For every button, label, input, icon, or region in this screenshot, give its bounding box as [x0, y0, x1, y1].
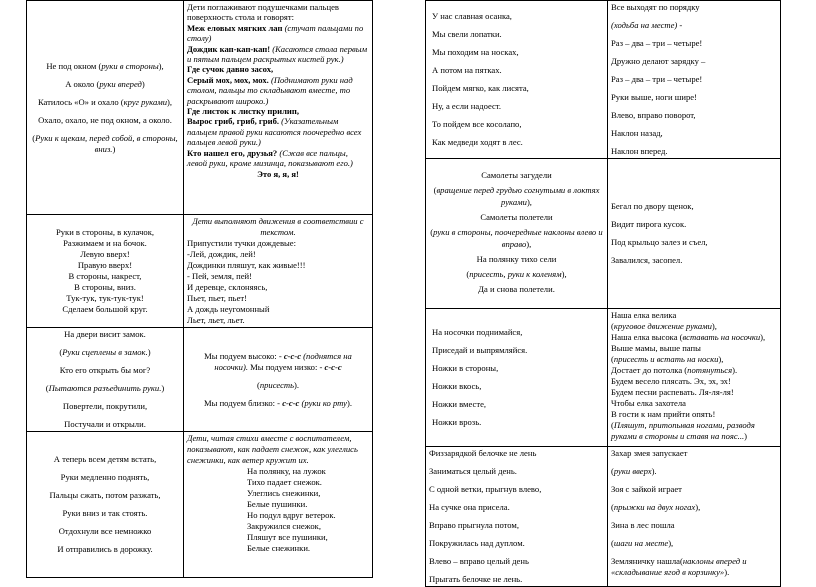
- right-row-3: [426, 309, 781, 447]
- right-row-1: [426, 1, 781, 159]
- rhyme-samolety: Самолеты загудели (вращение перед грудью согнутыми в локтях руками), Самолеты полетели (руки в стороны, поочередные наклоны влево и вправо), На полянку тихо сели (присесть, руки к коленям), Да и снова полетели.: [426, 159, 608, 309]
- left-exercise-table: [26, 0, 373, 578]
- left-row-4: [27, 432, 373, 578]
- left-row-3: [27, 328, 373, 432]
- right-row-2: [426, 159, 781, 309]
- rhyme-ne-pod-oknom: Не под окном (руки в стороны), А около (руки вперед) Катилось «О» и охало (круг руками), Охало, охало, не под окном, а около. (Руки к щекам, перед собой, в стороны, вниз.): [27, 1, 184, 215]
- rhyme-slavnaya-osanka: У нас славная осанка, Мы свели лопатки. Мы походим на носках, А потом на пятках. Пойдем мягко, как лисята, Ну, а если надоест. То пойдем все косолапо, Как медведи ходят в лес.: [426, 1, 608, 159]
- rhyme-shchenok: Бегал по двору щенок, Видит пирога кусок. Под крыльцо залез и съел, Завалился, засопел.: [608, 159, 781, 309]
- right-row-4: [426, 447, 781, 587]
- rhyme-mezh-elovykh-lap: Дети поглаживают подушечками пальцев поверхность стола и говорят: Меж еловых мягких лап (стучат пальцами по столу) Дождик кап-кап-кап! (Касаются стола первым и пятым пальцем раскрытых кистей рук.) Где сучок давно засох, Серый мох, мох, мох. (Поднимают руки над столом, пальцы то складывают вместе, то раскрывают широко.) Где листок к листку прилип, Вырос гриб, гриб, гриб. (Указательным пальцем правой руки касаются поочередно всех пальцев левой руки.) Кто нашел его, друзья? (Сжав все пальцы, левой руки, кроме мизинца, показывают его.) Это я, я, я!: [184, 1, 373, 215]
- rhyme-dozhdik: Дети выполняют движения в соответствии с текстом. Припустили тучки дождевые: -Лей, дождик, лей! Дождинки пляшут, как живые!!! - Пей, земля, пей! И деревце, склоняясь, Пьет, пьет, пьет! А дождь неугомонный Льет, льет, льет.: [184, 215, 373, 328]
- rhyme-my-poduem: Мы подуем высоко: - с-с-с (поднятся на носочки). Мы подуем низко: - с-с-с (присесть). Мы подуем близко: - с-с-с (руки ко рту).: [184, 328, 373, 432]
- rhyme-a-teper-vsem-detyam: А теперь всем детям встать, Руки медленно поднять, Пальцы сжать, потом разжать, Руки вниз и так стоять. Отдохнули все немножко И отправились в дорожку.: [27, 432, 184, 578]
- left-row-2: [27, 215, 373, 328]
- rhyme-zamok: На двери висит замок. (Руки сцеплены в замок.) Кто его открыть бы мог? (Пытаются разъединить руки.) Повертели, покрутили, Постучали и открыли.: [27, 328, 184, 432]
- rhyme-na-nosochki: На носочки поднимайся, Приседай и выпрямляйся. Ножки в стороны, Ножки вкось, Ножки вместе, Ножки врозь.: [426, 309, 608, 447]
- rhyme-belochka: Физзарядкой белочке не лень Заниматься целый день. С одной ветки, прыгнув влево, На сучке она присела. Вправо прыгнула потом, Покружилась над дуплом. Влево – вправо целый день Прыгать белочке не лень.: [426, 447, 608, 587]
- rhyme-zakhar: Захар змея запускает (руки вверх). Зоя с зайкой играет (прыжки на двух ногах), Зина в лес пошла (шаги на месте), Земляничку нашла(наклоны вперед и «складывание ягод в корзинку»).: [608, 447, 781, 587]
- rhyme-nasha-elka: Наша елка велика (круговое движение руками), Наша елка высока (вставать на носочки), Выше мамы, выше папы (присесть и встать на носки), Достает до потолка (потянуться). Будем весело плясать. Эх, эх, эх! Будем песни распевать. Ля-ля-ля! Чтобы елка захотела В гости к нам прийти опять! (Пляшут, притопывая ногами, разводя руками в стороны и ставя на пояс...): [608, 309, 781, 447]
- left-row-1: [27, 1, 373, 215]
- rhyme-zaryadka: Все выходят по порядку (ходьба на месте) - Раз – два – три – четыре! Дружно делают зарядку – Раз – два – три – четыре! Руки выше, ноги шире! Влево, вправо поворот, Наклон назад, Наклон вперед.: [608, 1, 781, 159]
- rhyme-snezhok: Дети, читая стихи вместе с воспитателем, показывают, как падает снежок, как улеглись снежинки, как ветер кружит их. На полянку, на лужок Тихо падает снежок. Улеглись снежинки, Белые пушинки. Но подул вдруг ветерок. Закружился снежок, Пляшут все пушинки, Белые снежинки.: [184, 432, 373, 578]
- rhyme-ruki-v-storony: Руки в стороны, в кулачок, Разжимаем и на бочок. Левую вверх! Правую вверх! В стороны, накрест, В стороны, вниз. Тук-тук, тук-тук-тук! Сделаем большой круг.: [27, 215, 184, 328]
- right-exercise-table: [425, 0, 781, 587]
